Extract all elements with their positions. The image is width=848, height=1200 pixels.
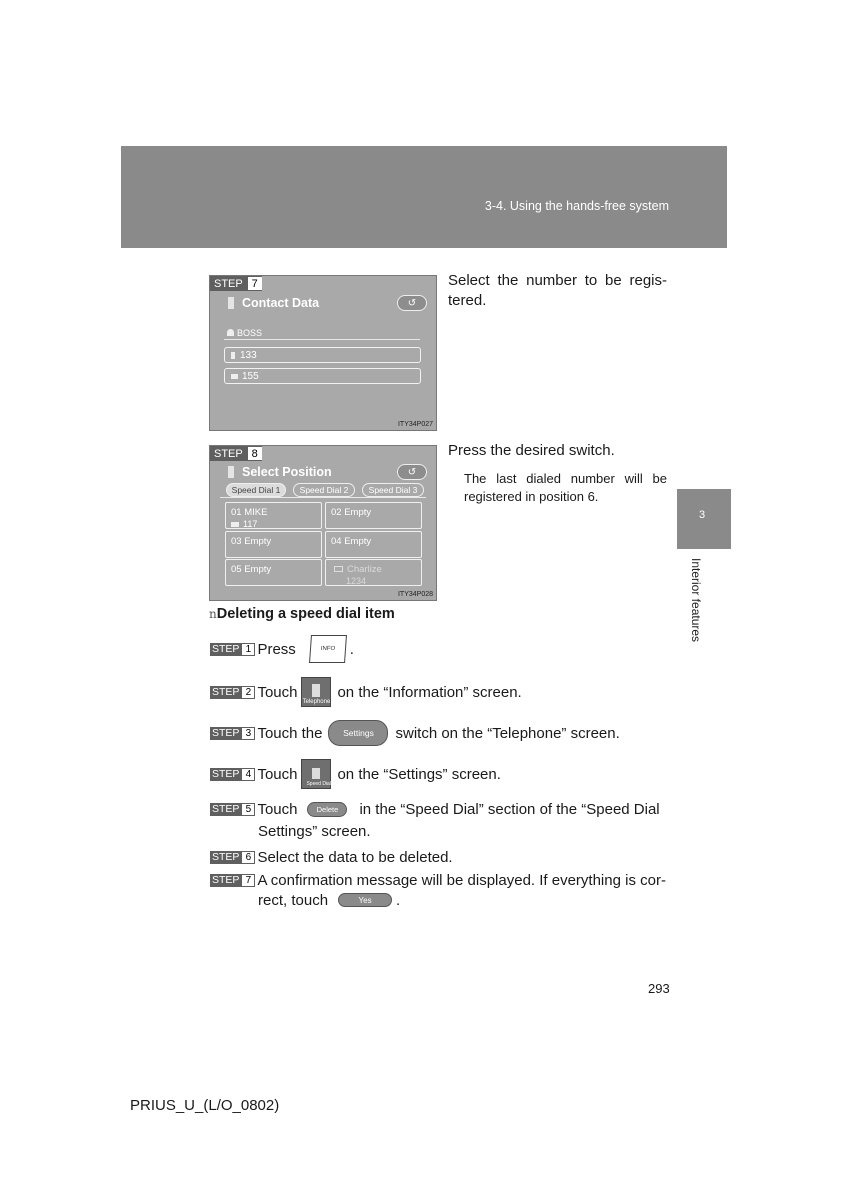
tab-speed-dial-2: Speed Dial 2 (293, 483, 355, 497)
screen-title: Contact Data (242, 296, 320, 310)
phonebook-icon (228, 297, 234, 309)
step8-text: Press the desired switch. (448, 442, 615, 459)
info-button: INFO (309, 635, 347, 663)
return-arrow-icon: ↺ (397, 464, 427, 480)
contact-data-screen (209, 275, 437, 431)
speed-dial-cell: 04 Empty (325, 531, 422, 558)
delete-step-2: STEP 2 Touch Telephone on the “Information” screen. (210, 676, 522, 708)
page-number: 293 (648, 981, 670, 996)
section-title: 3-4. Using the hands-free system (484, 199, 669, 213)
number-row: 155 (224, 368, 421, 384)
divider (220, 497, 426, 498)
phone-icon (231, 352, 235, 359)
delete-step-3: STEP 3 Touch the Settings switch on the “Telephone” screen. (210, 718, 620, 748)
screen-title: Select Position (242, 465, 332, 479)
step7-text: Select the number to be regis-tered. (448, 272, 667, 309)
chapter-label-text: Interior features (689, 558, 703, 643)
step8-note: The last dialed number will be registered in position 6. (464, 471, 667, 504)
delete-button: Delete (307, 802, 347, 817)
delete-step-7-cont: rect, touch Yes . (258, 891, 401, 909)
step-badge: STEP 7 (210, 276, 262, 291)
number-row: 133 (224, 347, 421, 363)
telephone-icon: Telephone (301, 677, 331, 707)
chapter-tab (677, 489, 731, 549)
speed-dial-cell: 05 Empty (225, 559, 322, 586)
chapter-number: 3 (699, 509, 706, 521)
contact-name: BOSS (237, 328, 263, 338)
settings-button: Settings (328, 720, 388, 746)
step-badge: STEP 8 (210, 446, 262, 461)
yes-button: Yes (338, 893, 392, 907)
speed-dial-cell: Charlize 1234 (325, 559, 422, 586)
speed-dial-cell: 01 MIKE 117 (225, 502, 322, 529)
speed-dial-icon: Speed Dial (301, 759, 331, 789)
phonebook-icon (228, 466, 234, 478)
chapter-label (689, 558, 703, 658)
delete-step-1: STEP 1 Press INFO . (210, 634, 354, 664)
mobile-icon (231, 374, 238, 379)
delete-step-6: STEP 6 Select the data to be deleted. (212, 848, 453, 866)
delete-step-5-cont: Settings” screen. (258, 822, 371, 840)
return-arrow-icon: ↺ (397, 295, 427, 311)
section-heading: nDeleting a speed dial item (209, 606, 395, 622)
select-position-screen (209, 445, 437, 601)
tab-speed-dial-3: Speed Dial 3 (362, 483, 424, 497)
phone-icon (334, 566, 343, 572)
delete-step-5: STEP 5 Touch Delete in the “Speed Dial” section of the “Speed Dial (212, 800, 660, 818)
delete-step-7: STEP 7 A confirmation message will be displayed. If everything is cor- (212, 871, 666, 889)
person-icon (227, 329, 234, 336)
figure-code: ITY34P028 (397, 591, 433, 598)
divider (224, 339, 420, 340)
tab-speed-dial-1: Speed Dial 1 (226, 483, 286, 497)
footer-code: PRIUS_U_(L/O_0802) (130, 1097, 280, 1114)
speed-dial-cell: 02 Empty (325, 502, 422, 529)
delete-step-4: STEP 4 Touch Speed Dial on the “Settings” screen. (210, 758, 501, 790)
header-band (121, 146, 727, 248)
speed-dial-cell: 03 Empty (225, 531, 322, 558)
figure-code: ITY34P027 (397, 421, 433, 428)
phone-icon (231, 522, 239, 527)
